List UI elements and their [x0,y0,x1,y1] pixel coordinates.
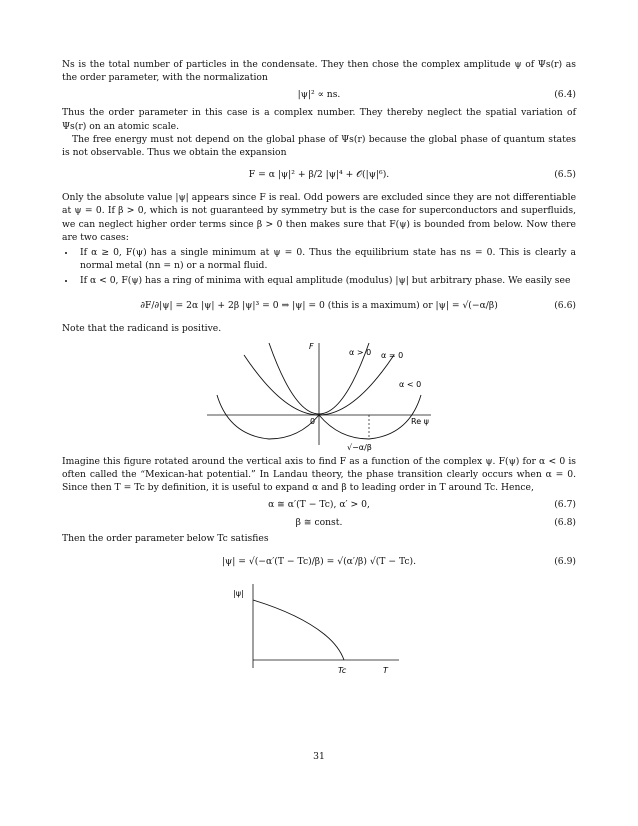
paragraph-order-parameter: Thus the order parameter in this case is a complex number. They thereby neglect the spatial variation of Ψs(r) on an atomic scale. [62,107,576,132]
f-label: F [309,341,314,351]
equation-number: (6.7) [554,499,576,511]
equation-6-4 [62,84,576,106]
paragraph-absolute-value: Only the absolute value |ψ| appears since F is real. Odd powers are excluded since they are not differentiable at ψ = 0. If β > 0, which is not guaranteed by symmetry but is the case for superconductors and superfluids, we can neglect higher order terms since β > 0 then makes sure that F(ψ) is bounded from below. Now there are two cases: [62,192,576,243]
page-content [62,58,576,678]
equation-number: (6.8) [554,517,576,529]
figure-order-parameter [229,578,409,678]
paragraph-radicand: Note that the radicand is positive. [62,322,222,334]
equation-body: |ψ|² ∝ ns. [297,89,341,101]
list-item: • If α < 0, F(ψ) has a ring of minima with equal amplitude (modulus) |ψ| but arbitrary phase. We easily see [76,274,576,287]
t-axis-label: T [383,665,388,675]
case-list [62,246,576,288]
equation-number: (6.6) [554,299,576,311]
equation-6-5 [62,159,576,191]
origin-label: 0 [310,416,316,426]
list-item: • If α ≥ 0, F(ψ) has a single minimum at ψ = 0. Thus the equilibrium state has ns = 0. This is clearly a normal metal (nn = n) or a normal fluid. [76,246,576,272]
alpha-zero-label: α = 0 [381,350,404,360]
equation-body: β ≅ const. [295,517,343,529]
equation-body: ∂F/∂|ψ| = 2α |ψ| + 2β |ψ|³ = 0 ⇒ |ψ| = 0 (this is a maximum) or |ψ| = √(−α/β) [140,299,498,311]
figure-mexican-hat [199,335,439,455]
equation-body: F = α |ψ|² + β/2 |ψ|⁴ + 𝒪(|ψ|⁶). [248,169,390,181]
order-parameter-curve [253,600,344,660]
tc-label: Tc [338,665,347,675]
minimum-label: √−α/β [347,442,372,452]
equation-6-8 [62,516,576,532]
equation-6-6 [62,290,576,322]
equation-body: α ≅ α′(T − Tc), α′ > 0, [268,499,370,511]
alpha-negative-label: α < 0 [399,379,422,389]
paragraph-mexican-hat: Imagine this figure rotated around the vertical axis to find F as a function of the complex ψ. F(ψ) for α < 0 is often called the “Mexican-hat potential.” In Landau theory, the phase transition clearly occurs when α = 0. Since then T = Tc by definition, it is useful to expand α and β to leading order in T around Tc. Hence, [62,455,576,494]
equation-6-7 [62,494,576,516]
y-axis-label: |ψ| [233,588,244,598]
x-axis-label: Re ψ [411,416,429,426]
alpha-positive-label: α > 0 [349,347,372,357]
page-number: 31 [313,751,325,762]
equation-number: (6.5) [554,169,576,181]
paragraph-below-tc: Then the order parameter below Tc satisfies [62,533,269,545]
equation-body: |ψ| = √(−α′(T − Tc)/β) = √(α′/β) √(T − Tc). [221,555,417,567]
paragraph-intro: Ns is the total number of particles in the condensate. They then chose the complex amplitude ψ of Ψs(r) as the order parameter, with the normalization [62,59,576,84]
equation-number: (6.9) [554,555,576,567]
equation-number: (6.4) [554,89,576,101]
equation-6-9 [62,546,576,578]
paragraph-free-energy: The free energy must not depend on the global phase of Ψs(r) because the global phase of quantum states is not observable. Thus we obtain the expansion [62,133,576,159]
